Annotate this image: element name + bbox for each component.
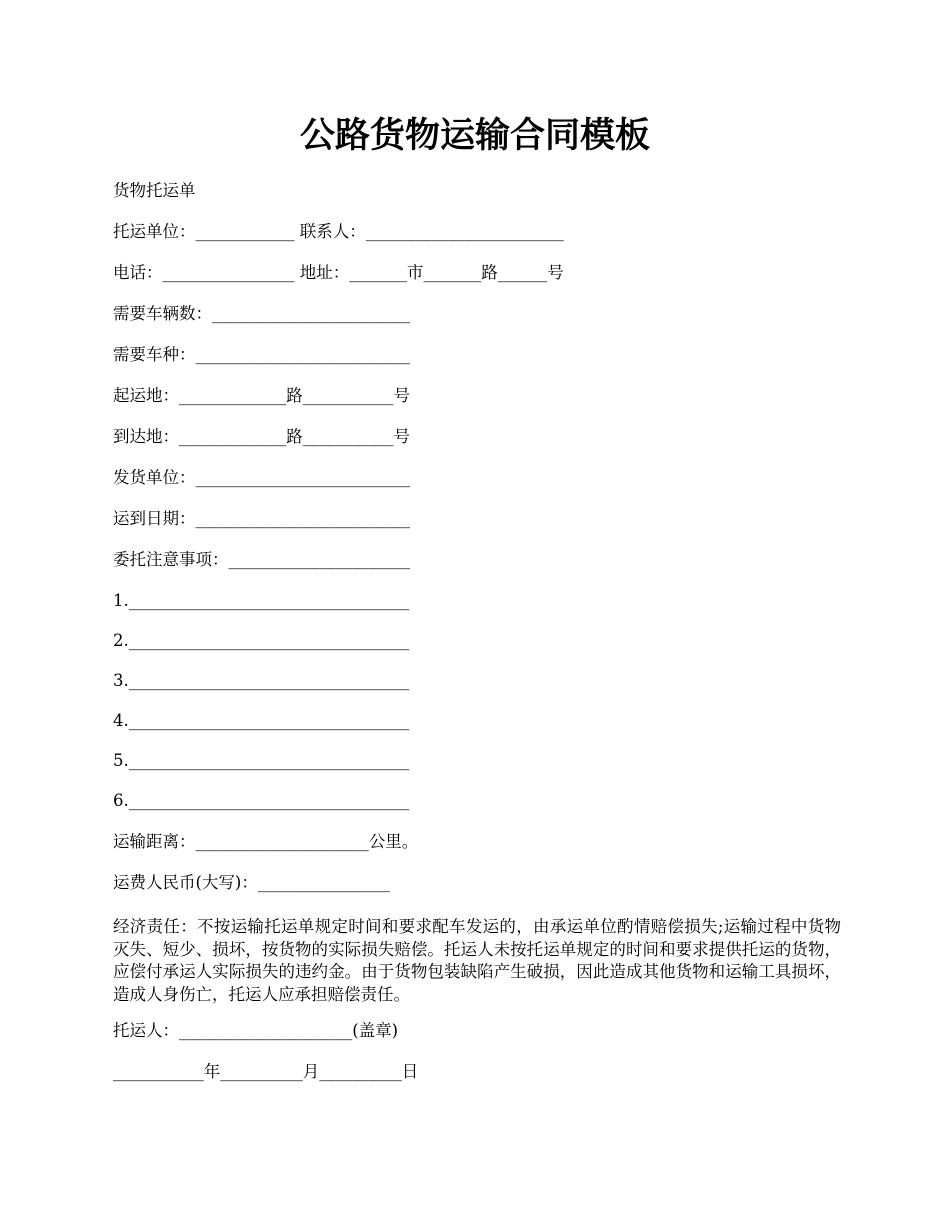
note-item-4: 4.__________________________________ [113, 711, 410, 730]
field-notes-heading: 委托注意事项：______________________ [113, 550, 410, 569]
field-arrival-date: 运到日期：__________________________ [113, 509, 410, 528]
note-item-5: 5.__________________________________ [113, 751, 410, 770]
document-title: 公路货物运输合同模板 [299, 115, 650, 156]
field-freight-amount: 运费人民币(大写)：________________ [113, 873, 390, 892]
field-phone-address: 电话：________________ 地址：_______市_______路______号 [113, 263, 564, 282]
field-destination: 到达地：_____________路___________号 [113, 427, 410, 446]
note-item-6: 6.__________________________________ [113, 791, 410, 810]
field-vehicle-count: 需要车辆数：________________________ [113, 304, 410, 323]
note-item-1: 1.__________________________________ [113, 591, 410, 610]
field-shipping-unit: 发货单位：__________________________ [113, 468, 410, 487]
section-heading-consignment-note: 货物托运单 [113, 181, 196, 200]
note-item-3: 3.__________________________________ [113, 671, 410, 690]
field-transport-distance: 运输距离：_____________________公里。 [113, 832, 419, 851]
field-date: ___________年__________月__________日 [113, 1062, 419, 1081]
field-origin: 起运地：_____________路___________号 [113, 386, 410, 405]
note-item-2: 2.__________________________________ [113, 631, 410, 650]
field-shipper-signature: 托运人：_____________________(盖章) [113, 1021, 399, 1040]
field-consignor-unit-contact: 托运单位：____________ 联系人：________________________ [113, 222, 564, 241]
economic-liability-paragraph: 经济责任：不按运输托运单规定时间和要求配车发运的，由承运单位酌情赔偿损失;运输过程中货物灭失、短少、损坏，按货物的实际损失赔偿。托运人未按托运单规定的时间和要求提供托运的货物，应偿付承运人实际损失的违约金。由于货物包装缺陷产生破损，因此造成其他货物和运输工具损坏，造成人身伤亡，托运人应承担赔偿责任。 [113, 917, 841, 1004]
field-vehicle-type: 需要车种：__________________________ [113, 345, 410, 364]
